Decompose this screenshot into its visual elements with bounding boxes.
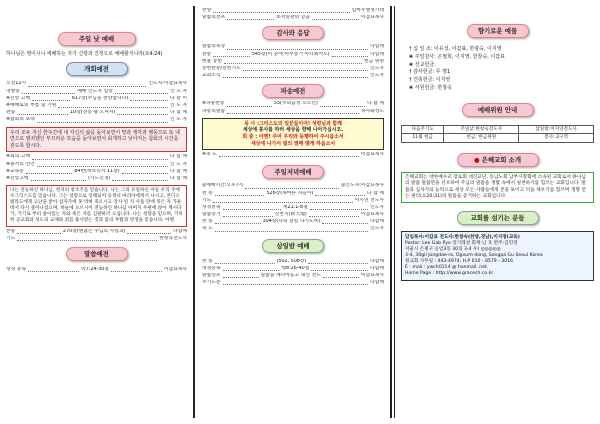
- order-row-leader: 다함께: [370, 44, 384, 50]
- dotted-leader: [322, 219, 368, 224]
- order-row-label: ※참회의 초대: [6, 117, 35, 123]
- table-cell: 주일낮:한창숙전도사: [444, 125, 519, 134]
- column-3: [394, 6, 600, 418]
- column-1: [0, 6, 195, 418]
- order-row-leader: 이갑표목사: [360, 15, 384, 21]
- order-row-label: 주기도문: [202, 280, 221, 286]
- order-row: [6, 89, 187, 96]
- order-row-leader: 인 도 자: [170, 102, 187, 108]
- dotted-leader: [28, 81, 146, 86]
- order-row-label: 성경 봉독: [6, 267, 27, 273]
- dotted-leader: [213, 198, 352, 203]
- order-row: [6, 236, 187, 243]
- order-row: [6, 267, 187, 274]
- order-row-label: 찬 송: [202, 190, 213, 196]
- order-list-5: [202, 8, 384, 22]
- order-row: [6, 110, 187, 117]
- sending-line-4: 세상에 나가서 빛의 열매 맺게 하옵소서: [250, 140, 336, 147]
- offering-item: † 십 일 조: 이유성, 이갑표, 한광숙, 이지영: [409, 46, 502, 52]
- table-cell: 헌금: 한금위원: [444, 134, 519, 143]
- dotted-leader: [223, 280, 369, 285]
- order-row: [202, 73, 384, 80]
- offering-list: [401, 46, 594, 93]
- order-row: [202, 66, 384, 73]
- order-list-4: [6, 267, 187, 274]
- sending-ritual-title: 파송예전: [262, 84, 324, 98]
- order-row-label: 찬 송: [202, 219, 213, 225]
- apostles-creed-box: 나는 전능하신 하나님, 천지의 창조주를 믿습니다. 나는 그의 유일하신 아들 우리 주예수그리스도를 믿습니다. 그는 성령으로 잉태되어 동정녀 마리아에게서 나시고, 본디오 빌라도에게 고난을 받아 십자가에 못 박혀 죽으시고 장사 된 지 사흘 만에 죽은 자 가운데서 다시 살아나셨으며, 하늘에 오르시어 전능하신 하나님 아버지 우편에 앉아 계시다가, 거기로 부터 살아있는 자와 죽은 자를 심판하러 오십니다. 나는 성령을 믿으며, 거룩한 공교회와 성도의 교제와 죄를 용서받는 것과 몸의 부활과 영생을 믿습니다. 아멘.: [6, 185, 187, 227]
- order-row-label: 찬송: [6, 228, 16, 234]
- column-2: [196, 6, 392, 418]
- sending-line-1: 목 사 :그리스도의 일꾼들이여! 성령님과 함께: [244, 120, 342, 127]
- dotted-leader: [223, 273, 259, 278]
- servants-title: 교회를 섬기는 분들: [457, 211, 539, 225]
- order-row-leader: 다함께: [370, 258, 384, 264]
- order-row-item: 55(주의음성 모르던): [273, 101, 318, 107]
- dotted-leader: [308, 259, 368, 264]
- order-row: [202, 266, 384, 273]
- order-row: [6, 162, 187, 169]
- order-row-leader: 인도자: [370, 65, 384, 71]
- dotted-leader: [243, 66, 368, 71]
- order-row-item: 84번(히브리서 11장): [74, 168, 120, 174]
- sunday-service-title: 주일 낮 예배: [58, 32, 136, 46]
- order-row-leader: 다함께: [370, 265, 384, 271]
- dotted-leader: [17, 110, 68, 115]
- order-row-item: 예배 인도자 입장: [77, 88, 113, 94]
- order-row-leader: 인 도 자: [170, 161, 187, 167]
- offering-item: ❀ 서원헌금: 한창숙: [409, 84, 452, 91]
- table-row: [402, 134, 594, 143]
- dotted-leader: [37, 117, 168, 122]
- order-row-item: 304장(나의 갈길 다가도록): [262, 219, 321, 225]
- order-row-item: 막7:24-30절: [81, 267, 109, 273]
- order-row-label: ◎예배시간:오후7시: [202, 183, 244, 189]
- dotted-leader: [312, 15, 359, 20]
- order-row-item: 계21:1-8절: [282, 204, 308, 210]
- order-row-label: 오전11시: [6, 81, 27, 87]
- dotted-leader: [111, 267, 162, 272]
- order-row-item: 행8:26-40절: [281, 265, 310, 271]
- order-row: [202, 198, 384, 205]
- order-row: [202, 280, 384, 287]
- dotted-leader: [223, 266, 280, 271]
- order-row-item: 270장(변찮는 주님의 사랑과): [63, 228, 126, 234]
- sending-line-3: 회 중 : 아멘! 주여 우리와 동행하여 주시옵소서: [242, 133, 344, 140]
- order-list-3: [6, 229, 187, 243]
- order-row-label: 기도: [6, 236, 16, 242]
- church-intro-label: 은혜교회 소개: [481, 155, 522, 164]
- order-row-leader: 목사와성도: [360, 108, 384, 114]
- order-row-item: 10장(전능 왕 오셔서): [70, 110, 116, 116]
- dotted-leader: [309, 212, 359, 217]
- dotted-leader: [115, 89, 168, 94]
- order-row-label: ※신앙 고백: [6, 95, 31, 101]
- dotted-leader: [127, 229, 171, 234]
- repentance-box: 우리 모두 자신 한주간에 내 자신의 삶을 돌아보면서 말과 생각과 행동으로 또 내면으로 범죄했던 부끄러운 모습을 돌아보면서 회개하고 낮아지는 참회의 시간을 갖도록 합시다.: [6, 127, 187, 153]
- order-row: [202, 152, 384, 159]
- order-row: [202, 44, 384, 51]
- info-line: 원교회 사무실 : 443-4974, H.P 010 - 8579 - 3016: [405, 259, 513, 265]
- order-row-leader: 헌금 위원: [363, 58, 384, 64]
- offering-title: 향기로운 예물: [467, 24, 529, 38]
- dotted-leader: [224, 59, 362, 64]
- table-cell: 11월 헌금: [402, 134, 444, 143]
- dotted-leader: [223, 205, 281, 210]
- order-row-leader: 이갑표목사: [360, 273, 384, 278]
- order-list-1: [6, 81, 187, 124]
- order-row-label: 찬송: [202, 51, 212, 57]
- dotted-leader: [213, 8, 349, 13]
- order-row: [6, 169, 187, 176]
- order-row-leader: 다 같 이: [170, 95, 187, 101]
- dotted-leader: [245, 183, 339, 188]
- dotted-leader: [28, 267, 79, 272]
- order-row-leader: 다 함 께: [170, 168, 187, 174]
- dotted-leader: [219, 152, 359, 157]
- offering-item: † 건축헌금: 이지영: [409, 77, 451, 83]
- order-row-label: 축 도: [202, 226, 213, 232]
- dotted-leader: [32, 154, 168, 159]
- dotted-leader: [32, 96, 70, 101]
- order-row-label: 말씀의선포: [202, 15, 226, 21]
- dotted-leader: [320, 101, 365, 106]
- order-row: [6, 117, 187, 124]
- info-line: Pastor: Lee Gab Pyo 장기래성 회계:남 호 반주:김민영: [405, 241, 518, 247]
- thanks-response-title: 감사와 응답: [262, 26, 324, 40]
- dotted-leader: [315, 191, 365, 196]
- dotted-leader: [323, 273, 359, 278]
- order-row-item: 말씀을 깨다아듣고 내신 전도: [260, 273, 321, 278]
- order-row-label: ※신앙고백: [6, 175, 29, 181]
- order-row: [6, 176, 187, 183]
- order-row-leader: 다함께: [370, 51, 384, 57]
- order-row-leader: 다함께: [370, 280, 384, 286]
- order-row-label: 찬 송: [202, 258, 213, 264]
- order-list-7: [202, 101, 384, 115]
- order-row-leader: 인도자: [370, 73, 384, 79]
- dotted-leader: [31, 176, 87, 181]
- order-row-label: ※교독문: [6, 168, 24, 174]
- info-line: 서울시 은평구 응암3동 30의 3-4 우) ◎◎◎◎◎: [405, 247, 501, 253]
- order-row-leader: 다 함 께: [367, 101, 384, 107]
- order-list-2: [6, 154, 187, 183]
- order-row-leader: 한창숙전도사: [159, 236, 187, 242]
- dotted-leader: [215, 219, 261, 224]
- order-row: [6, 96, 187, 103]
- order-row-label: 기도: [202, 197, 212, 203]
- info-line[interactable]: Home Page : http://www.gracech.co.kr: [405, 271, 494, 277]
- order-row: [6, 81, 187, 88]
- dotted-leader: [223, 73, 369, 78]
- order-row: [202, 273, 384, 280]
- order-row: [202, 212, 384, 219]
- order-row-label: 말씀증거: [202, 212, 221, 218]
- order-row-label: ※죄의 고백: [6, 154, 31, 160]
- order-row-leader: 다함께: [173, 228, 187, 234]
- order-row: [202, 109, 384, 116]
- order-row-leader: 다함께: [370, 219, 384, 225]
- order-row-item: (502, 508장): [276, 258, 307, 264]
- order-row-leader: 이갑표목사: [163, 267, 187, 273]
- dotted-leader: [227, 109, 359, 114]
- order-row-item: 초저일관의 믿음: [276, 15, 310, 21]
- dotted-leader: [227, 15, 274, 20]
- order-row-item: 526장(목마른 자들아): [266, 190, 314, 196]
- dotted-leader: [37, 162, 168, 167]
- order-row-leader: 인 도 자: [170, 88, 187, 94]
- order-row-leader: 다 함 께: [367, 190, 384, 196]
- order-row: [202, 219, 384, 226]
- dotted-leader: [130, 96, 168, 101]
- dotted-leader: [223, 212, 273, 217]
- sending-line-2: 세상에 봉사를 하러 세상을 향해 나아가십시오.: [242, 127, 344, 134]
- dotted-leader: [213, 52, 250, 57]
- order-row-leader: 이갑표목사: [360, 212, 384, 218]
- dotted-leader: [215, 191, 265, 196]
- dotted-leader: [26, 169, 72, 174]
- order-row-label: 찬송: [6, 110, 16, 116]
- church-intro-text: 은혜교회는 대한예수교 장로회 대신교단, 동남노회 남부시찰회에 소속된 교회로서 하나님의 말씀 말씀만을 선포하여 주님의 말씀을 생활 속에서 실천하기를 힘쓰는 교회입니다. 말씀과 십자가의 능력으로 세상 모든 사람들에게 본을 보이고 덕을 세우기를 힘쓰며 생명 얻는 권리(요20:31)의 말씀을 증거하는 교회입니다: [401, 172, 594, 203]
- order-row: [202, 8, 384, 15]
- dotted-leader: [58, 103, 168, 108]
- order-row: [202, 259, 384, 266]
- order-row: [202, 52, 384, 59]
- opening-ritual-title: 개회예전: [66, 62, 128, 76]
- offering-item: † 감사헌금: 무 명1: [409, 69, 451, 76]
- info-line[interactable]: E - mail : ywch0114 @ hanmail. net.: [405, 265, 489, 271]
- order-row-label: 찬양: [202, 8, 212, 13]
- sunday-evening-title: 주일저녁예배: [262, 165, 324, 179]
- order-row-leader: 임마누엘성가대: [351, 8, 384, 13]
- dotted-leader: [22, 89, 75, 94]
- order-row-label: ※축 도: [202, 152, 217, 158]
- table-cell: 다음주기도: [402, 125, 444, 134]
- info-line: 담임목사:이갑표 전도사:한창숙(찬양,경남),이지영(교육): [405, 235, 520, 241]
- order-row: [202, 191, 384, 198]
- offering-item: ❀ 선교헌금:: [409, 61, 436, 68]
- dotted-leader: [332, 52, 369, 57]
- order-row-item: 545장(이 눈에 아무증거 아니뵈어도): [251, 51, 330, 57]
- order-row-leader: 인도자:이갑표목사: [148, 81, 187, 87]
- order-row-leader: ◎인도자:이갑표목사: [341, 183, 384, 189]
- dotted-leader: [17, 236, 157, 241]
- service-intro-verse: 하나님은 영이시니 예배하는 자가 신령과 진정으로 예배할지니라(요4:24): [6, 51, 163, 57]
- dotted-leader: [17, 229, 61, 234]
- order-row-leader: 이지연 전도사: [354, 197, 384, 203]
- order-list-9: [202, 183, 384, 233]
- order-list-10: [202, 259, 384, 288]
- dotted-leader: [122, 169, 168, 174]
- order-row-leader: 다 함 께: [170, 154, 187, 160]
- order-row-leader: 인도자: [370, 204, 384, 210]
- order-row: [6, 103, 187, 110]
- order-row-item: 신천지(新天地): [274, 212, 307, 218]
- info-line: 3-4, 30gil Jongdae-ro, Ogeum-dong, Songpa Gu Seoul Korea: [405, 253, 543, 259]
- dotted-leader: [117, 110, 168, 115]
- worship-committee-title: 예배위원 안내: [462, 103, 534, 117]
- order-row-label: 말씀의묵상: [202, 44, 226, 50]
- order-row-label: 성경봉독: [202, 204, 221, 210]
- order-row-label: 교회소식: [202, 73, 221, 79]
- order-row: [202, 205, 384, 212]
- order-row: [202, 226, 384, 233]
- dotted-leader: [112, 176, 168, 181]
- order-row-label: 성경봉독: [202, 265, 221, 271]
- order-row-leader: 다 함 께: [170, 110, 187, 116]
- order-row-item: (사도신경): [88, 175, 111, 181]
- table-cell: 삼일밤:이지연전도사: [519, 125, 594, 134]
- dotted-leader: [310, 205, 368, 210]
- word-ritual-title: 말씀예전: [66, 247, 128, 261]
- dotted-leader: [215, 226, 368, 231]
- order-row: [6, 154, 187, 161]
- dotted-leader: [311, 266, 368, 271]
- church-info-box: [401, 231, 594, 281]
- order-row: [202, 15, 384, 22]
- order-row-leader: 이갑표목사: [360, 152, 384, 158]
- order-row-leader: 인 도 자: [170, 117, 187, 123]
- order-row-label: 영방송: [6, 88, 20, 94]
- order-list-6: [202, 44, 384, 80]
- circle-icon: ●: [473, 155, 480, 164]
- order-row-label: ※파송찬송: [202, 101, 225, 107]
- dotted-leader: [215, 259, 275, 264]
- order-row-item: 617장(주님을 찬양합니다): [72, 95, 129, 101]
- order-row: [202, 183, 384, 190]
- table-row: [402, 125, 594, 134]
- worship-committee-table: [401, 125, 594, 143]
- dotted-leader: [227, 101, 272, 106]
- order-row-label: 말씀선포: [202, 273, 221, 278]
- sending-responsive-box: [202, 118, 384, 150]
- order-row-label: ※용서의 선언: [6, 161, 35, 167]
- offering-item: ❀ 주일감사: 곤필희, 이지영, 한창숙, 이갑표: [409, 53, 505, 60]
- order-row-label: 봉헌찬송/봉헌기도: [202, 65, 241, 71]
- order-row-label: 파송의말씀: [202, 108, 226, 114]
- order-row-label: ※예배로의 부름 및 기원: [6, 102, 57, 108]
- order-row: [6, 229, 187, 236]
- order-row-leader: 인도자: [370, 226, 384, 232]
- order-row: [202, 59, 384, 66]
- order-row-leader: 다 함 께: [170, 175, 187, 181]
- order-row: [202, 101, 384, 108]
- church-intro-title: [457, 153, 539, 167]
- table-cell: 봉사: 2구역: [519, 134, 594, 143]
- dotted-leader: [227, 44, 368, 49]
- wednesday-service-title: 삼일밤 예배: [262, 239, 324, 253]
- order-list-8: [202, 152, 384, 159]
- order-row-label: 헌물 봉헌: [202, 58, 223, 64]
